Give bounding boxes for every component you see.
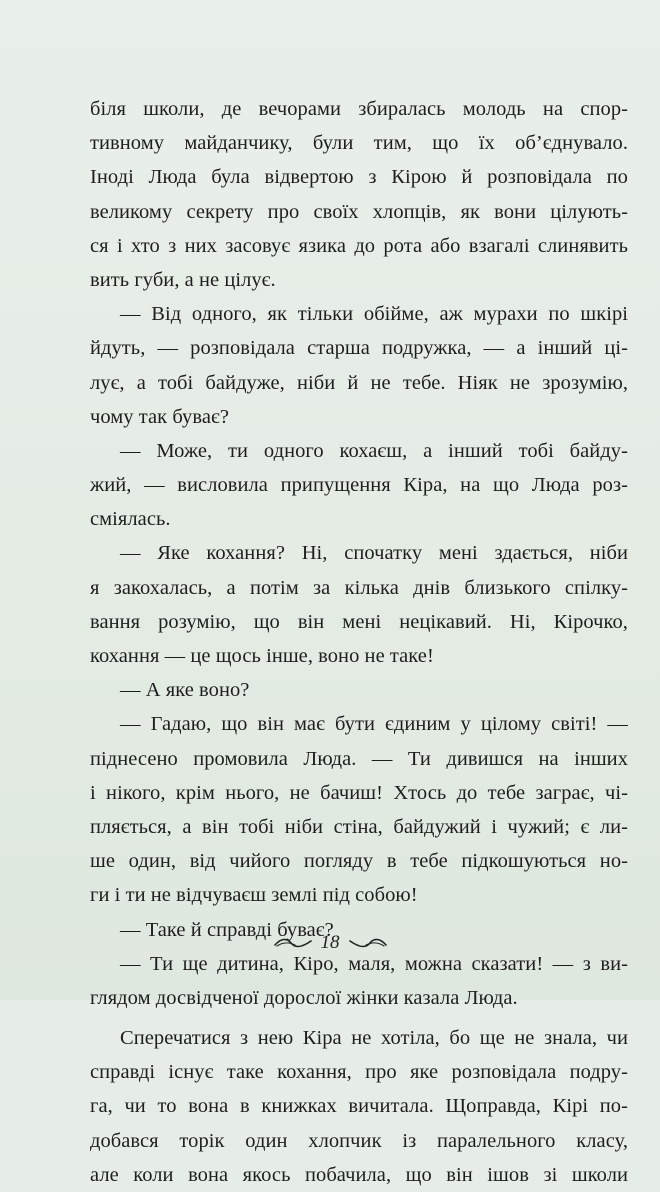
text-line: біля школи, де вечорами збиралась молодь на спор-: [90, 98, 628, 120]
text-line: але коли вона якось побачила, що він ішов зі школи: [90, 1163, 628, 1186]
text-line: — А яке воно?: [120, 679, 250, 702]
text-line: Іноді Люда була відвертою з Кірою й розповідала по: [90, 166, 628, 189]
text-line: га, чи то вона в книжках вичитала. Щоправда, Кірі по-: [90, 1095, 628, 1118]
text-line: піднесено промовила Люда. — Ти дивишся на інших: [90, 747, 628, 770]
text-line: ги і ти не відчуваєш землі під собою!: [90, 884, 418, 907]
text-line: добався торік один хлопчик із паралельного класу,: [90, 1129, 628, 1152]
text-line: — Може, ти одного кохаєш, а інший тобі байду-: [120, 439, 628, 462]
text-line: йдуть, — розповідала старша подружка, — а інший ці-: [90, 337, 628, 360]
text-line: сміялась.: [90, 508, 171, 531]
text-line: Сперечатися з нею Кіра не хотіла, бо ще не знала, чи: [120, 1027, 628, 1050]
text-line: жий, — висловила припущення Кіра, на що Люда роз-: [90, 474, 628, 497]
text-line: лує, а тобі байдуже, ніби й не тебе. Ніяк не зрозумію,: [90, 371, 628, 394]
text-line: і нікого, крім нього, не бачиш! Хтось до тебе заграє, чі-: [90, 781, 628, 804]
swash-ornament-icon: [348, 936, 388, 950]
text-line: вання розумію, що він мені нецікавий. Ні, Кірочко,: [90, 610, 628, 633]
page-footer: [0, 933, 660, 953]
text-line: пляється, а він тобі ніби стіна, байдужий і чужий; є ли-: [90, 815, 628, 838]
text-line: — Яке кохання? Ні, спочатку мені здається, ніби: [120, 542, 628, 565]
page-number: 18: [320, 932, 340, 953]
text-line: тивному майданчику, були тим, що їх об’єднувало.: [90, 132, 628, 155]
text-line: я закохалась, а потім за кілька днів близького спілку-: [90, 576, 628, 599]
text-line: справді існує таке кохання, про яке розповідала подру-: [90, 1061, 628, 1084]
swash-ornament-icon: [273, 936, 313, 950]
text-line: кохання — це щось інше, воно не таке!: [90, 645, 434, 667]
text-line: чому так буває?: [90, 405, 229, 428]
text-line: — Таке й справді буває?: [120, 918, 334, 941]
text-line: ше один, від чийого погляду в тебе підкошуються но-: [90, 850, 628, 873]
text-line: — Ти ще дитина, Кіро, маля, можна сказати! — з ви-: [120, 952, 628, 975]
text-line: вить губи, а не цілує.: [90, 268, 276, 291]
text-line: — Гадаю, що він має бути єдиним у цілому світі! —: [120, 713, 628, 736]
text-line: ся і хто з них засовує язика до рота або взагалі слинявить: [90, 234, 628, 257]
text-line: глядом досвідченої дорослої жінки казала Люда.: [90, 986, 518, 1009]
body-text: [90, 92, 628, 1192]
text-line: великому секрету про своїх хлопців, як вони цілують-: [90, 200, 628, 223]
text-line: — Від одного, як тільки обійме, аж мурахи по шкірі: [120, 303, 628, 326]
